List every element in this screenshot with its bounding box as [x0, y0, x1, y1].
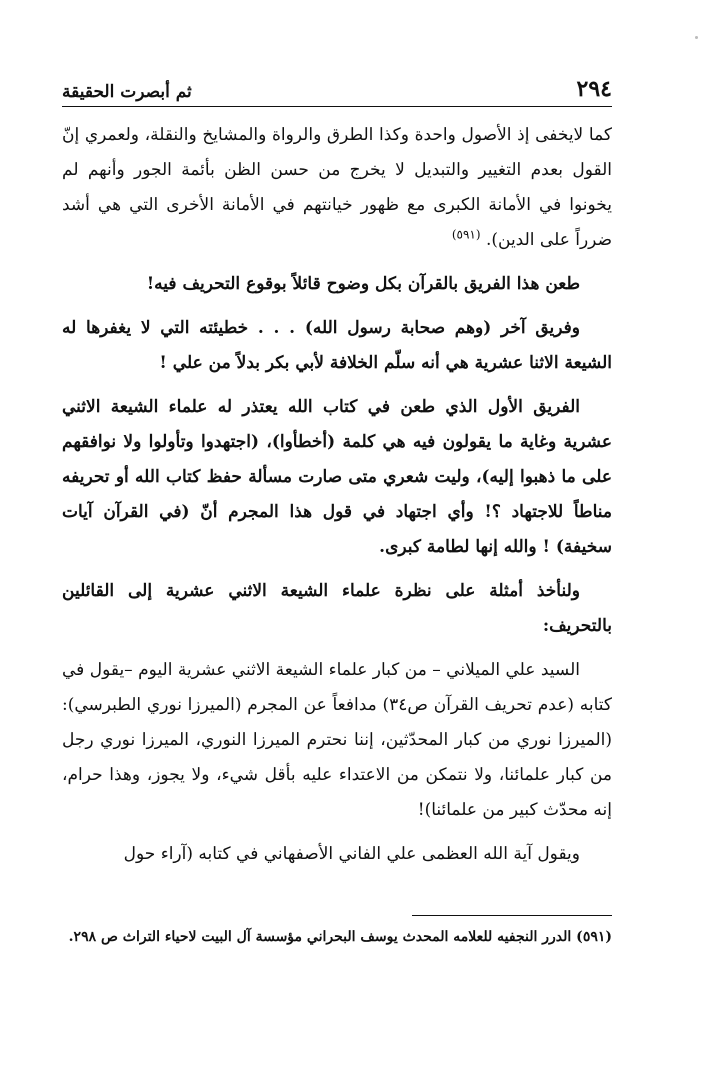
header-rule	[62, 106, 612, 107]
body-text	[62, 118, 612, 881]
paragraph-3: وفريق آخر (وهم صحابة رسول الله) . . . خطيئته التي لا يغفرها له الشيعة الاثنا عشرية هي أنه سلّم الخلافة لأبي بكر بدلاً من علي !	[62, 318, 612, 373]
paragraph-7: ويقول آية الله العظمى علي الفاني الأصفهاني في كتابه (آراء حول	[123, 844, 580, 864]
page-header	[62, 72, 612, 102]
running-title: ثم أبصرت الحقيقة	[62, 82, 192, 102]
scan-speck	[695, 36, 698, 39]
paragraph-5: ولنأخذ أمثلة على نظرة علماء الشيعة الاثني عشرية إلى القائلين بالتحريف:	[62, 581, 612, 636]
footnote-reference: (٥٩١)	[451, 227, 481, 242]
paragraph-4: الفريق الأول الذي طعن في كتاب الله يعتذر له علماء الشيعة الاثني عشرية وغاية ما يقولون فيه هي كلمة (أخطأوا)، (اجتهدوا وتأولوا ولا نوافقهم على ما ذهبوا إليه)، وليت شعري متى صارت مسألة حفظ كتاب الله أو تحريفه مناطاً للاجتهاد ؟! وأي اجتهاد في قول هذا المجرم أنّ (في القرآن آيات سخيفة) ! والله إنها لطامة كبرى.	[62, 397, 612, 557]
footnote-rule	[412, 915, 612, 916]
page-number: ٢٩٤	[576, 76, 612, 102]
footnote: (٥٩١) الدرر النجفيه للعلامه المحدث يوسف البحراني مؤسسة آل البيت لاحياء التراث ص ٢٩٨.	[68, 929, 612, 945]
paragraph-6: السيد علي الميلاني – من كبار علماء الشيعة الاثني عشرية اليوم –يقول في كتابه (عدم تحريف القرآن ص٣٤) مدافعاً عن المجرم (الميرزا نوري الطبرسي): (الميرزا نوري من كبار المحدّثين، إننا نحترم الميرزا النوري، الميرزا نوري رجل من كبار علمائنا، ولا نتمكن من الاعتداء عليه بأقل شيء، ولا يجوز، وهذا حرام، إنه محدّث كبير من علمائنا)!	[62, 660, 612, 820]
paragraph-1-text: كما لايخفى إذ الأصول واحدة وكذا الطرق والرواة والمشايخ والنقلة، ولعمري إنّ القول بعدم التغيير والتبديل لا يخرج من حسن الظن بأئمة الجور وأنهم لم يخونوا في الأمانة الكبرى مع ظهور خيانتهم في الأمانة الأخرى التي هي أشد ضرراً على الدين).	[62, 125, 612, 250]
paragraph-2: طعن هذا الفريق بالقرآن بكل وضوح قائلاً بوقوع التحريف فيه!	[146, 274, 580, 294]
paragraph-1	[62, 118, 612, 258]
